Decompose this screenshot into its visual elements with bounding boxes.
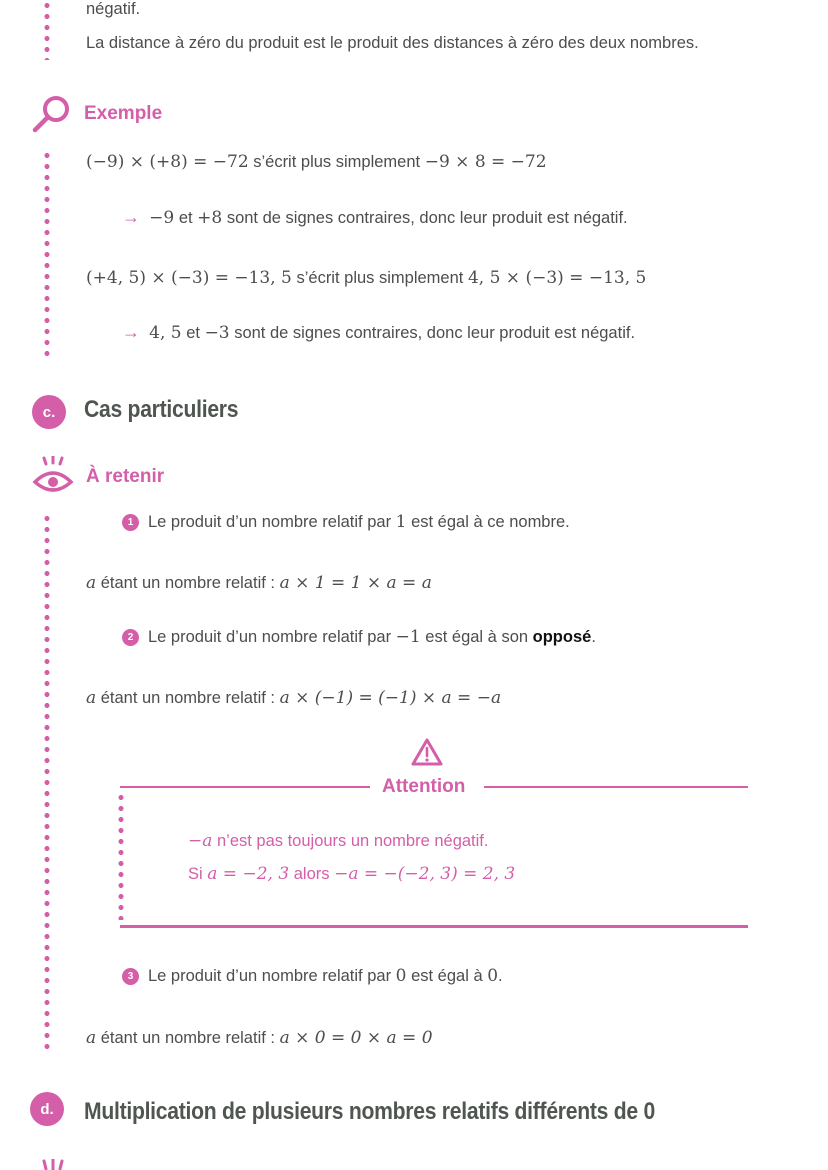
formula-2: a étant un nombre relatif : a × (−1) = (−1) × a = −a — [86, 688, 502, 708]
example-explanation-1: → −9 et +8 sont de signes contraires, donc leur produit est négatif. — [122, 207, 628, 228]
magnifier-icon — [30, 94, 74, 139]
attention-line-1: −a n’est pas toujours un nombre négatif. — [188, 831, 489, 851]
warning-icon — [410, 737, 444, 772]
attention-title: Attention — [382, 776, 466, 797]
dotted-rule — [118, 792, 124, 920]
number-badge: 3 — [122, 968, 139, 985]
formula-3: a étant un nombre relatif : a × 0 = 0 × a = 0 — [86, 1028, 433, 1048]
retenir-title: À retenir — [86, 466, 165, 487]
rule-2: 2 Le produit d’un nombre relatif par −1 est égal à son opposé. — [122, 629, 596, 646]
arrow-right-icon: → — [122, 207, 140, 227]
example-explanation-2: → 4, 5 et −3 sont de signes contraires, donc leur produit est négatif. — [122, 322, 636, 343]
dotted-rule — [44, 150, 50, 356]
dotted-rule — [44, 0, 50, 60]
attention-line-2: Si a = −2, 3 alors −a = −(−2, 3) = 2, 3 — [188, 864, 516, 884]
rule-3: 3 Le produit d’un nombre relatif par 0 est égal à 0. — [122, 968, 503, 985]
section-badge-c: c. — [32, 395, 66, 429]
section-title-d: Multiplication de plusieurs nombres relatifs différents de 0 — [84, 1098, 655, 1125]
section-title-c: Cas particuliers — [84, 396, 239, 423]
divider — [484, 786, 748, 788]
eye-icon — [32, 456, 74, 499]
dotted-rule — [44, 513, 50, 1053]
divider — [120, 786, 370, 788]
paragraph-distance: La distance à zéro du produit est le produit des distances à zéro des deux nombres. — [86, 34, 699, 52]
rule-1: 1 Le produit d’un nombre relatif par 1 est égal à ce nombre. — [122, 514, 570, 531]
example-line-1: (−9) × (+8) = −72 s’écrit plus simplement −9 × 8 = −72 — [86, 152, 547, 172]
example-line-2: (+4, 5) × (−3) = −13, 5 s’écrit plus simplement 4, 5 × (−3) = −13, 5 — [86, 268, 647, 288]
arrow-right-icon: → — [122, 322, 140, 342]
number-badge: 2 — [122, 629, 139, 646]
example-title: Exemple — [84, 103, 163, 124]
number-badge: 1 — [122, 514, 139, 531]
paragraph-continuation: négatif. — [86, 0, 141, 18]
divider — [120, 925, 748, 928]
formula-1: a étant un nombre relatif : a × 1 = 1 × a = a — [86, 573, 432, 593]
section-badge-d: d. — [30, 1092, 64, 1126]
eye-icon — [32, 1158, 74, 1170]
